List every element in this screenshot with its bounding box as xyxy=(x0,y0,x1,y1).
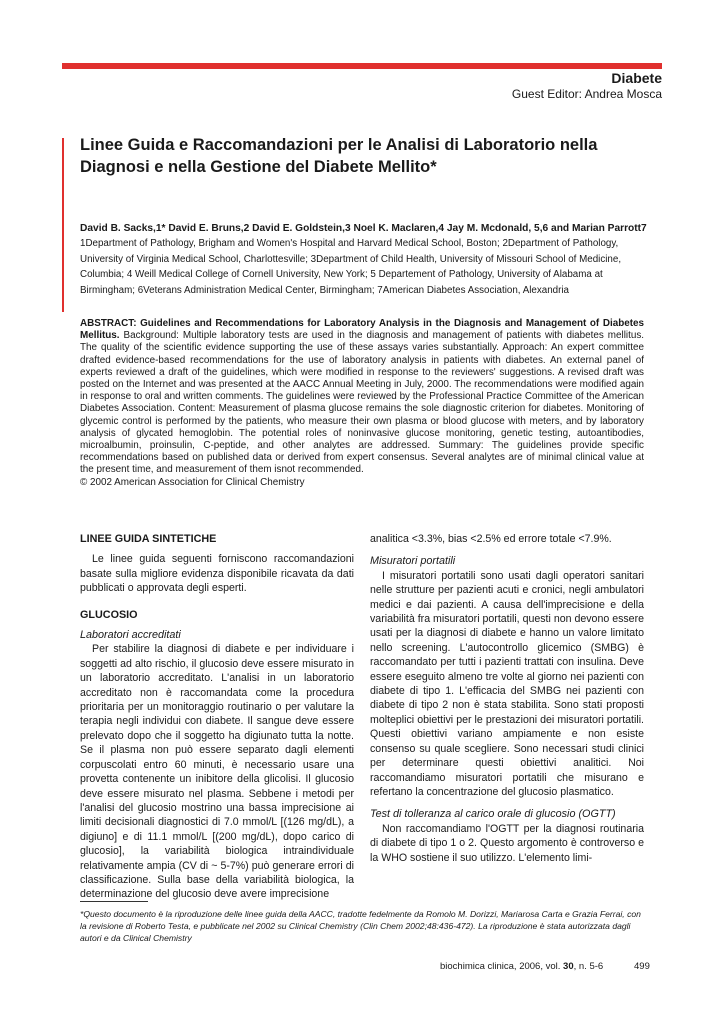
section-header xyxy=(512,70,662,102)
journal-citation xyxy=(440,961,603,972)
article-title: Linee Guida e Raccomandazioni per le Analisi di Laboratorio nella Diagnosi e nella Gestione del Diabete Mellito* xyxy=(80,136,598,176)
journal-issue: , n. 5-6 xyxy=(573,961,604,972)
ogtt-paragraph: Non raccomandiamo l'OGTT per la diagnosi routinaria di diabete di tipo 1 o 2. Questo argomento è controverso e la WHO sostiene il suo utilizzo. L'elemento limi- xyxy=(370,822,644,864)
left-column xyxy=(80,532,354,902)
journal-prefix: biochimica clinica, 2006, vol. xyxy=(440,961,561,972)
guest-editor: Guest Editor: Andrea Mosca xyxy=(511,87,662,101)
abstract xyxy=(80,318,644,489)
heading-glucosio: GLUCOSIO xyxy=(80,608,138,621)
subheading-misuratori: Misuratori portatili xyxy=(370,555,456,568)
misuratori-paragraph: I misuratori portatili sono usati dagli operatori sanitari nelle strutture per pazienti acuti e cronici, negli ambulatori medici e dai pazienti. A causa dell'imprecisione e della variabilità fra misuratori portatili, questi non devono essere usati per la diagnosi di diabete e hanno un valore limitato nello screening. L'autocontrollo glicemico (SMBG) è raccomandato per tutti i pazienti trattati con insulina. Deve essere eseguito almeno tre volte al giorno nei pazienti con diabete di tipo 1. L'efficacia del SMBG nei pazienti con diabete di tipo 2 non è stata stabilita. Sono stati proposti molteplici obiettivi per le prestazioni dei misuratori portatili. Questi obiettivi variano ampiamente e non esiste consenso su quale scegliere. Sono necessari studi clinici per determinare questi obiettivi analitici. Noi raccomandiamo misuratori portatili che misurano e refertano la concentrazione del glucosio plasmatico. xyxy=(370,569,644,798)
top-accent-bar xyxy=(62,63,662,69)
affiliations: 1Department of Pathology, Brigham and Women's Hospital and Harvard Medical School, Boston; 2Department of Pathology, University of Virginia Medical School, Charlottesville; 3Department of Child Health, University of Missouri School of Medicine, Columbia; 4 Weill Medical College of Cornell University, New York; 5 Departement of Pathology, University of Alabama at Birmingham; 6Veterans Administration Medical Center, Birmingham; 7American Diabetes Association, Alexandria xyxy=(80,238,622,297)
glucosio-paragraph: Per stabilire la diagnosi di diabete e per individuare i soggetti ad alto rischio, il glucosio deve essere misurato in un laboratorio accreditato. L'analisi in un laboratorio accreditato non è raccomandata come la procedura prioritaria per un monitoraggio routinario o per valutare la terapia negli individui con diabete. Il sangue deve essere prelevato dopo che il soggetto ha digiunato tutta la notte. Se il plasma non può essere separato dagli elementi corpuscolati entro 60 minuti, è necessario usare una provetta contenente un inibitore della glicolisi. Il glucosio deve essere misurato nel plasma. Sebbene i metodi per l'analisi del glucosio mostrino una bassa imprecisione ai limiti decisionali diagnostici di 7.0 mmol/L [(126 mg/dL), a digiuno] e di 11.1 mmol/L [(200 mg/dL), dopo carico di glucosio], la variabilità biologica intraindividuale relativamente ampia (CV di ~ 5-7%) può generare errori di classificazione. Sulla base della variabilità biologica, la determinazione del glucosio deve avere imprecisione xyxy=(80,643,354,901)
title-accent-bar xyxy=(62,138,64,312)
footnote: *Questo documento è la riproduzione delle linee guida della AACC, tradotte fedelmente da Romolo M. Dorizzi, Mariarosa Carta e Grazia Ferrai, con la revisione di Roberto Testa, e pubblicate nel 2002 su Clinical Chemistry (Clin Chem 2002;48:436-472). La riproduzione è stata autorizzata dagli autori e da Clinical Chemistry xyxy=(80,909,641,944)
section-name: Diabete xyxy=(611,70,662,86)
subheading-laboratori: Laboratori accreditati xyxy=(80,629,181,642)
journal-volume: 30 xyxy=(563,961,574,972)
right-column xyxy=(370,532,644,865)
heading-linee-guida: LINEE GUIDA SINTETICHE xyxy=(80,533,217,545)
abstract-body: Background: Multiple laboratory tests are used in the diagnosis and management of patients with diabetes mellitus. The quality of the scientific evidence supporting the use of these assays varies substantially. Approach: An expert committee drafted evidence-based recommendations for the use of laboratory analysis in patients with diabetes. An external panel of experts reviewed a draft of the guidelines, which were modified in response to the reviewers' suggestions. A revised draft was posted on the Internet and was presented at the AACC Annual Meeting in July, 2000. The recommendations were modified again in response to oral and written comments. The guidelines were reviewed by the Professional Practice Committee of the American Diabetes Association. Content: Measurement of plasma glucose remains the sole diagnostic criterion for diabetes. Monitoring of glycemic control is performed by the patients, who measure their own plasma or blood glucose with meters, and by laboratory analysis of glycated hemoglobin. The potential roles of noninvasive glucose monitoring, genetic testing, autoantibodies, microalbumin, proinsulin, C-peptide, and other analytes are addressed. Summary: The guidelines provide specific recommendations based on published data or derived from expert consensus. Several analytes are of minimal clinical value at the present time, and measurement of them isnot recommended. xyxy=(80,330,645,476)
page-number: 499 xyxy=(634,961,650,972)
footnote-rule xyxy=(80,901,148,902)
abstract-lead: ABSTRACT: Guidelines and Recommendations for Laboratory Analysis in the Diagnosis and Management of Diabetes Mellitus. xyxy=(80,318,644,342)
subheading-ogtt: Test di tolleranza al carico orale di glucosio (OGTT) xyxy=(370,808,616,821)
copyright-line: © 2002 American Association for Clinical Chemistry xyxy=(80,476,305,488)
author-list: David B. Sacks,1* David E. Bruns,2 David E. Goldstein,3 Noel K. Maclaren,4 Jay M. Mcdonald, 5,6 and Marian Parrott7 xyxy=(80,223,647,234)
continued-paragraph: analitica <3.3%, bias <2.5% ed errore totale <7.9%. xyxy=(370,533,612,545)
intro-paragraph: Le linee guida seguenti forniscono raccomandazioni basate sulla migliore evidenza disponibile ricavata da dati pubblicati o approvata degli esperti. xyxy=(80,553,354,595)
